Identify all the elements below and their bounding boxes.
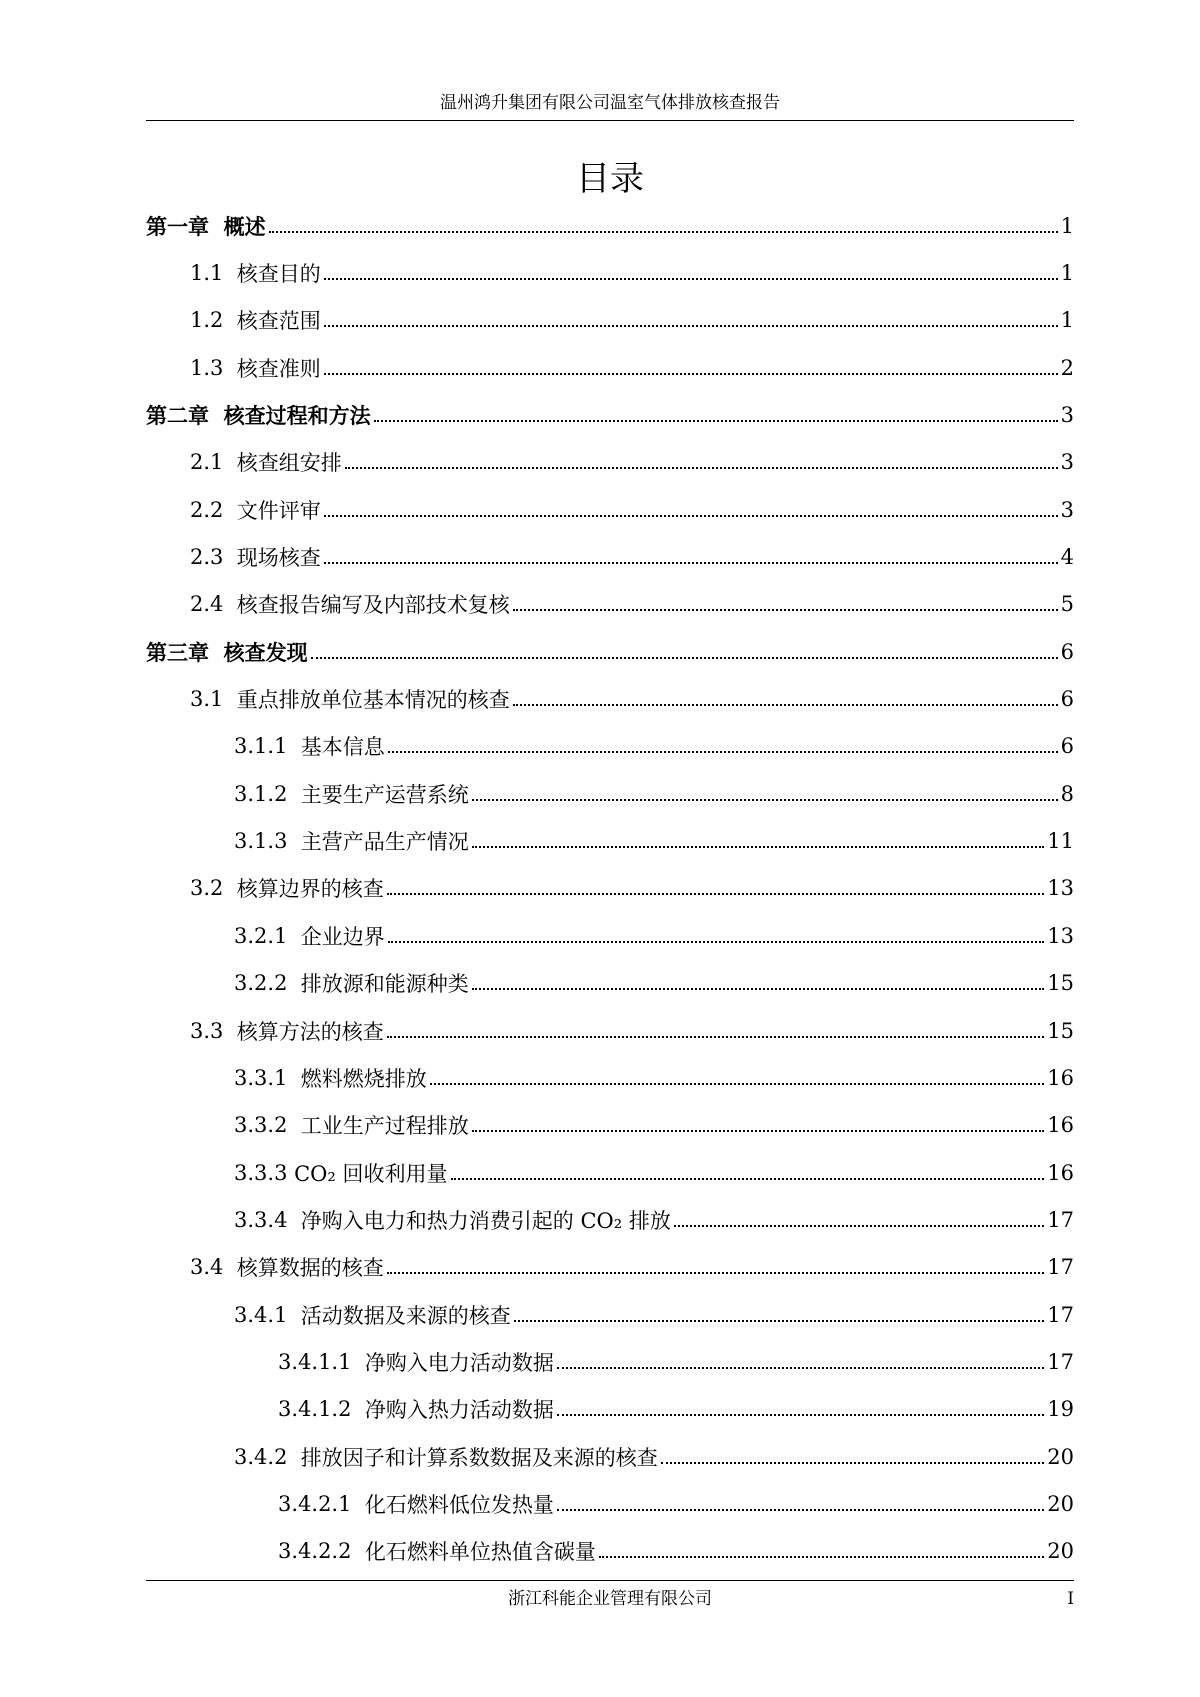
toc-entry-page: 17 [1047,1255,1074,1280]
toc-entry-title: 排放因子和计算系数数据及来源的核查 [300,1445,658,1470]
toc-entry-title: 化石燃料单位热值含碳量 [364,1540,596,1565]
dot-leader [472,988,1044,990]
toc-entry-page: 15 [1047,971,1074,996]
toc-entry[interactable] [146,249,1074,296]
toc-entry-page: 20 [1047,1539,1074,1564]
toc-entry-number: 3.4 [190,1255,237,1280]
toc-entry-number: 3.2 [190,876,237,901]
toc-entry-number: 3.3.4 [234,1207,301,1232]
dot-leader [387,893,1045,895]
toc-entry[interactable] [146,865,1074,912]
toc-entry-page: 16 [1047,1065,1074,1090]
toc-entry-number: 3.3.1 [234,1065,301,1090]
toc-entry-title: CO₂ 回收利用量 [294,1161,448,1186]
dot-leader [374,420,1058,422]
toc-entry-number: 第二章 [146,403,224,429]
header-rule [146,120,1074,121]
dot-leader [472,846,1044,848]
table-of-contents [146,202,1074,1575]
toc-entry-title: 净购入热力活动数据 [364,1398,554,1423]
toc-entry-page: 1 [1060,308,1074,333]
toc-entry[interactable] [146,1433,1074,1480]
dot-leader [324,562,1058,564]
toc-entry-title: 燃料燃烧排放 [300,1066,427,1091]
toc-entry-page: 8 [1060,781,1074,806]
dot-leader [661,1462,1044,1464]
toc-entry-page: 17 [1047,1207,1074,1232]
toc-entry-title: 主要生产运营系统 [300,782,469,807]
toc-entry[interactable] [146,1528,1074,1575]
toc-entry-title: 核算方法的核查 [236,1019,384,1044]
dot-leader [513,609,1058,611]
toc-entry-number: 3.3.2 [234,1113,301,1138]
toc-entry-title: 基本信息 [300,735,385,760]
dot-leader [269,231,1058,233]
toc-entry-number: 2.3 [190,545,237,570]
toc-entry-number: 2.1 [190,450,237,475]
toc-entry[interactable] [146,344,1074,391]
toc-entry-number: 3.4.1 [234,1302,301,1327]
toc-entry[interactable] [146,581,1074,628]
dot-leader [387,1036,1045,1038]
toc-entry-title: 工业生产过程排放 [300,1114,469,1139]
toc-entry-number: 1.2 [190,308,237,333]
toc-entry[interactable] [146,1102,1074,1149]
toc-entry-title: 净购入电力活动数据 [364,1350,554,1375]
toc-entry-number: 2.4 [190,592,237,617]
toc-entry-number: 3.4.1.2 [278,1397,365,1422]
toc-entry-title: 核查准则 [236,356,321,381]
dot-leader [311,657,1058,659]
dot-leader [472,799,1058,801]
toc-entry[interactable] [146,533,1074,580]
toc-entry-page: 1 [1060,213,1074,238]
toc-entry[interactable] [146,817,1074,864]
toc-entry-number: 3.4.2.1 [278,1491,365,1516]
toc-title: 目录 [576,159,644,199]
toc-entry-number: 3.2.2 [234,971,301,996]
toc-entry-number: 2.2 [190,497,237,522]
toc-entry-page: 15 [1047,1018,1074,1043]
toc-entry-page: 16 [1047,1113,1074,1138]
toc-entry-title: 核查范围 [236,309,321,334]
toc-entry[interactable] [146,1480,1074,1527]
toc-entry-page: 3 [1060,450,1074,475]
dot-leader [599,1556,1044,1558]
toc-entry-page: 3 [1060,403,1074,428]
toc-entry-title: 核算数据的核查 [236,1256,384,1281]
toc-entry-number: 3.4.2.2 [278,1539,365,1564]
toc-entry-page: 5 [1060,592,1074,617]
toc-entry-number: 3.1.1 [234,734,301,759]
toc-entry-title: 核查发现 [223,639,308,665]
toc-entry-page: 16 [1047,1160,1074,1185]
toc-entry-number: 3.2.1 [234,923,301,948]
toc-entry[interactable] [146,675,1074,722]
toc-entry-title: 企业边界 [300,924,385,949]
dot-leader [430,1083,1044,1085]
page-header: 温州鸿升集团有限公司温室气体排放核查报告 [440,93,780,113]
toc-entry-page: 1 [1060,261,1074,286]
toc-entry[interactable] [146,1244,1074,1291]
dot-leader [674,1225,1044,1227]
toc-entry-page: 20 [1047,1491,1074,1516]
dot-leader [388,941,1044,943]
toc-entry-number: 第三章 [146,639,224,665]
page-footer: 浙江科能企业管理有限公司 [508,1589,712,1609]
toc-entry[interactable] [146,1149,1074,1196]
dot-leader [557,1367,1044,1369]
toc-entry-number: 3.3 [190,1018,237,1043]
toc-entry-number: 1.3 [190,355,237,380]
toc-entry-page: 20 [1047,1444,1074,1469]
toc-entry-page: 17 [1047,1349,1074,1374]
toc-entry-number: 3.3.3 [234,1160,295,1185]
dot-leader [388,751,1058,753]
dot-leader [451,1178,1045,1180]
toc-entry[interactable] [146,439,1074,486]
toc-entry[interactable] [146,1386,1074,1433]
toc-entry-number: 第一章 [146,213,224,239]
dot-leader [472,1130,1044,1132]
toc-entry-title: 核查报告编写及内部技术复核 [236,593,510,618]
page-number: I [1067,1589,1074,1609]
toc-entry-title: 核算边界的核查 [236,877,384,902]
dot-leader [514,1320,1044,1322]
dot-leader [513,704,1058,706]
toc-entry-title: 概述 [223,213,266,239]
dot-leader [324,278,1058,280]
toc-entry-page: 11 [1047,829,1074,854]
dot-leader [557,1509,1044,1511]
toc-entry[interactable] [146,486,1074,533]
toc-entry[interactable] [146,1338,1074,1385]
dot-leader [324,515,1058,517]
dot-leader [345,467,1058,469]
toc-entry-page: 6 [1060,734,1074,759]
toc-entry-title: 活动数据及来源的核查 [300,1303,511,1328]
toc-entry-page: 2 [1060,355,1074,380]
dot-leader [557,1414,1044,1416]
toc-entry[interactable] [146,202,1074,249]
toc-entry-title: 重点排放单位基本情况的核查 [236,688,510,713]
toc-entry-title: 现场核查 [236,546,321,571]
toc-entry-page: 4 [1060,545,1074,570]
toc-entry-number: 1.1 [190,261,237,286]
toc-entry-number: 3.4.2 [234,1444,301,1469]
toc-entry-title: 化石燃料低位发热量 [364,1492,554,1517]
toc-entry[interactable] [146,1007,1074,1054]
toc-entry[interactable] [146,960,1074,1007]
toc-entry[interactable] [146,628,1074,675]
toc-entry-page: 6 [1060,639,1074,664]
footer-rule [146,1580,1074,1581]
toc-entry[interactable] [146,391,1074,438]
toc-entry[interactable] [146,1054,1074,1101]
toc-entry-number: 3.4.1.1 [278,1349,365,1374]
toc-entry-title: 主营产品生产情况 [300,830,469,855]
toc-entry-title: 排放源和能源种类 [300,972,469,997]
toc-entry-title: 文件评审 [236,498,321,523]
toc-entry[interactable] [146,297,1074,344]
toc-entry-title: 核查组安排 [236,451,342,476]
toc-entry-page: 13 [1047,876,1074,901]
toc-entry-title: 净购入电力和热力消费引起的 CO₂ 排放 [300,1208,671,1233]
toc-entry-page: 6 [1060,687,1074,712]
dot-leader [324,373,1058,375]
toc-entry-title: 核查目的 [236,262,321,287]
toc-entry[interactable] [146,912,1074,959]
toc-entry-number: 3.1.2 [234,781,301,806]
dot-leader [324,325,1058,327]
toc-entry-page: 13 [1047,923,1074,948]
toc-entry-page: 17 [1047,1302,1074,1327]
toc-entry-number: 3.1 [190,687,237,712]
toc-entry[interactable] [146,1196,1074,1243]
toc-entry-title: 核查过程和方法 [223,403,371,429]
toc-entry-number: 3.1.3 [234,829,301,854]
dot-leader [387,1272,1045,1274]
toc-entry[interactable] [146,1291,1074,1338]
toc-entry[interactable] [146,723,1074,770]
toc-entry-page: 19 [1047,1397,1074,1422]
toc-entry-page: 3 [1060,497,1074,522]
toc-entry[interactable] [146,770,1074,817]
